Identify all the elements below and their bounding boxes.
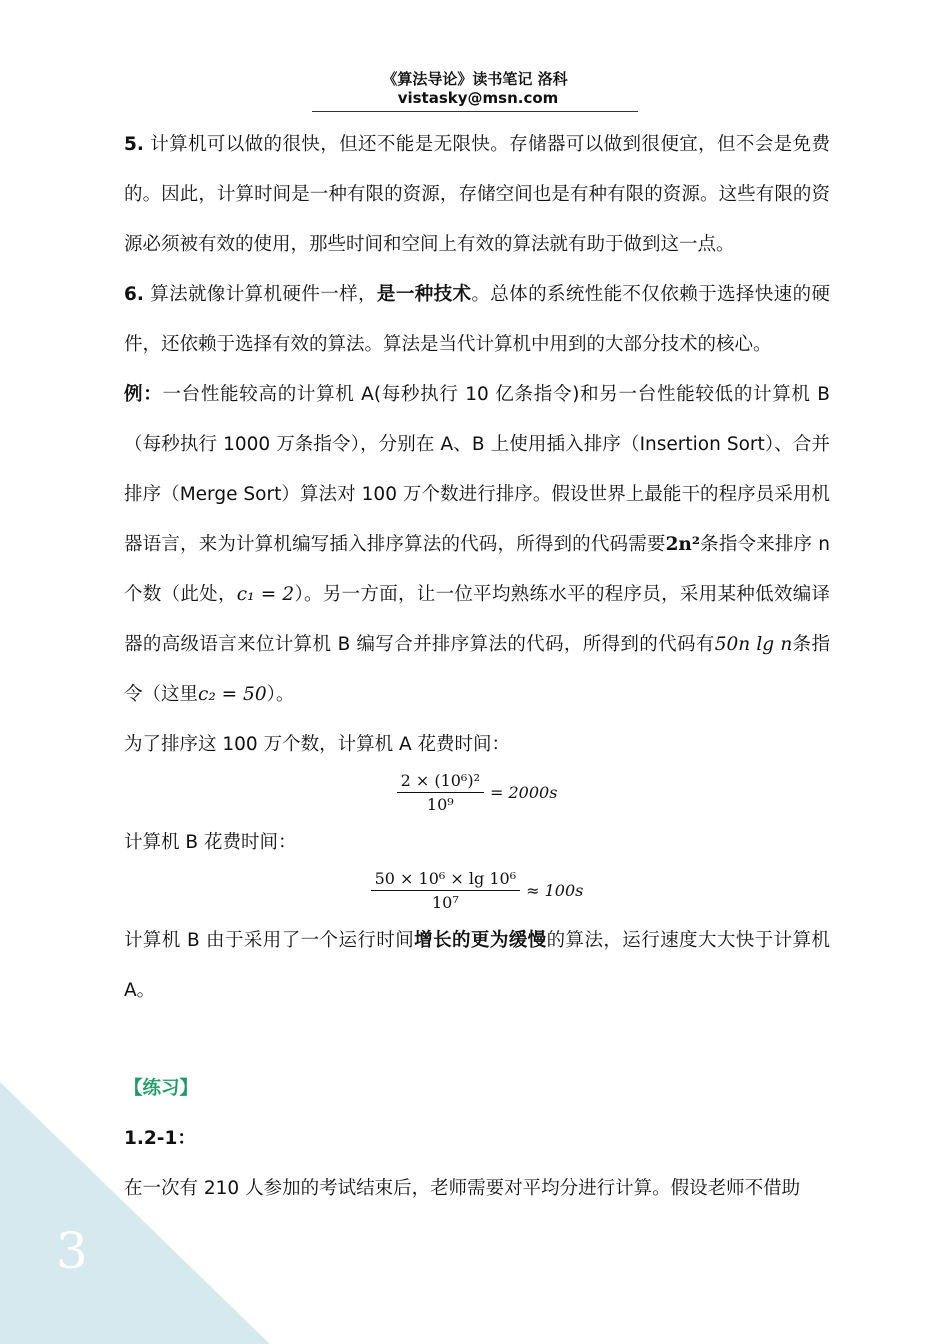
page-number: 3 [56,1222,88,1280]
para6-text-after: 。总体的系统性能不仅依赖于选择快速的硬件，还依赖于选择有效的算法。算法是当代计算机中用到的大部分技术的核心。 [124,284,830,355]
formula-a-fraction [397,771,484,814]
page-header [312,68,638,112]
formula-a-result: = 2000s [490,782,558,802]
exercise-text: 在一次有 210 人参加的考试结束后，老师需要对平均分进行计算。假设老师不借助 [124,1178,801,1199]
expr-2n-squared: 2n² [665,534,700,555]
example-paragraph [124,370,830,720]
para5-text: 计算机可以做的很快，但还不能是无限快。存储器可以做到很便宜，但不会是免费的。因此，计算时间是一种有限的资源，存储空间也是有种有限的资源。这些有限的资源必须被有效的使用，那些时间和空间上有效的算法就有助于做到这一点。 [124,134,830,255]
formula-b-result: ≈ 100s [526,880,584,900]
paragraph-6 [124,270,830,370]
header-book-title: 《算法导论》读书笔记 [382,70,533,88]
page-content [124,120,830,1214]
conclusion-bold: 增长的更为缓慢 [414,930,547,951]
example-text1: 一台性能较高的计算机 A(每秒执行 10 亿条指令)和另一台性能较低的计算机 B（每秒执行 1000 万条指令），分别在 A、B 上使用插入排序（Insertion Sort）、合并排序（Merge Sort）算法对 100 万个数进行排序。假设世界上最能干的程序员采用机器语言，来为计算机编写插入排序算法的代码，所得到的代码需要 [124,384,830,555]
compute-b-intro: 计算机 B 花费时间： [124,832,297,853]
formula-a-numerator: 2 × (10⁶)² [397,771,484,793]
example-text3: ）。另一方面，让一位平均熟练水平的程序员，采用某种低效编译器的高级语言来位计算机 B 编写合并排序算法的代码，所得到的代码有 [124,584,830,655]
compute-a-intro: 为了排序这 100 万个数，计算机 A 花费时间： [124,734,510,755]
conclusion-before: 计算机 B 由于采用了一个运行时间 [124,930,415,951]
formula-b-denominator: 10⁷ [431,892,459,912]
header-author: 洛科 [537,70,568,88]
para5-number: 5. [124,134,144,155]
para6-text-before: 算法就像计算机硬件一样， [150,284,377,305]
paragraph-5 [124,120,830,270]
formula-a-denominator: 10⁹ [426,794,454,814]
formula-a [124,766,830,818]
conclusion-after: 的算法，运行速度大大快于计算机 A。 [124,930,830,1001]
corner-decoration [0,1082,270,1344]
example-label: 例： [124,384,163,405]
expr-c1: c₁ = 2 [236,584,295,605]
exercise-number: 1.2-1： [124,1128,196,1149]
example-text2: 条指令来排序 n 个数（此处， [124,534,830,605]
header-email: vistasky@msn.com [397,89,559,107]
formula-b-fraction [371,869,521,912]
expr-50nlgn: 50n lg n [714,634,793,655]
expr-c2: c₂ = 50 [198,684,267,705]
example-text5: ）。 [266,684,295,705]
exercise-label: 【练习】 [124,1078,199,1099]
example-text4: 条指令（这里 [124,634,830,705]
para6-number: 6. [124,284,144,305]
corner-triangle [0,1082,270,1344]
formula-b [124,864,830,916]
para6-bold: 是一种技术 [376,284,472,305]
formula-b-numerator: 50 × 10⁶ × lg 10⁶ [371,869,521,891]
conclusion-paragraph [124,916,830,1016]
